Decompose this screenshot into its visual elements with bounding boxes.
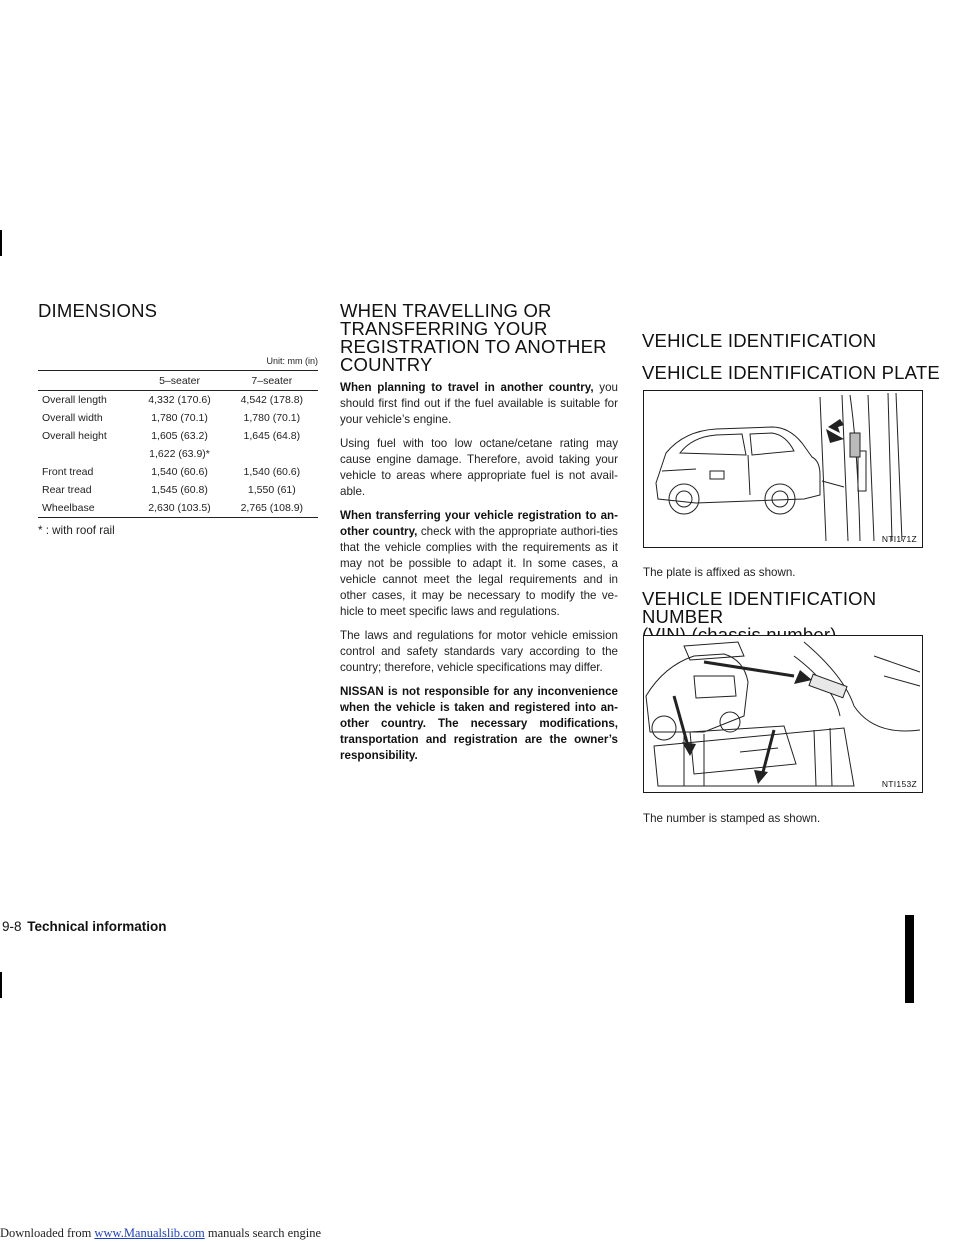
table-cell: Front tread [42,466,94,478]
table-cell: 4,332 (170.6) [148,394,211,406]
travel-paragraph: The laws and regulations for motor vehicle emission control and safety standards vary according to the country; therefore, vehicle specifications may differ. [340,629,618,674]
table-cell: 2,630 (103.5) [148,502,211,514]
table-cell: 1,645 (64.8) [243,430,301,442]
engine-bay-illustration [644,636,922,792]
table-footnote: * : with roof rail [38,524,115,537]
download-footer [0,1226,321,1241]
table-row [38,427,318,445]
thumb-tab [905,915,914,1003]
table-rule-top [38,370,318,371]
page-number: 9-8 [2,919,22,934]
unit-label: Unit: mm (in) [266,356,318,366]
page-footer [2,919,167,934]
table-cell [226,445,318,463]
table-row [38,499,318,518]
crop-mark [0,230,2,256]
manualslib-link[interactable]: www.Manualslib.com [94,1226,205,1240]
travel-paragraph: Using fuel with too low octane/cetane rating may cause engine damage. Therefore, avoid taking your vehicle to areas where appropriate fuel is not avail-able. [340,437,618,498]
table-cell: Overall length [42,394,107,406]
table-cell: 2,765 (108.9) [240,502,304,514]
dimensions-table [38,372,318,518]
travel-p3-text: check with the appropriate authori-ties that the vehicle complies with the requirements as it may not be possible to adapt it. In some cases, a vehicle cannot meet the legal requirements and in other cases, it may be necessary to modify the ve-hicle to meet specific laws and regulations. [340,525,618,618]
vehicle-id-title: VEHICLE IDENTIFICATION [642,330,877,351]
travel-title-line: COUNTRY [340,354,433,375]
dimensions-section [38,302,318,537]
travel-section [340,302,618,772]
table-cell: 1,780 (70.1) [243,412,301,424]
table-row [38,409,318,427]
suv-illustration [644,391,922,547]
section-name: Technical information [27,919,167,934]
table-cell: 1,540 (60.6) [151,466,208,478]
travel-title-line: TRANSFERRING YOUR [340,318,548,339]
download-prefix: Downloaded from [0,1226,95,1240]
table-row [38,463,318,481]
travel-paragraph [340,380,618,428]
plate-figure [643,390,923,548]
dimensions-table-wrap [38,320,318,390]
travel-title [340,302,618,374]
plate-caption: The plate is affixed as shown. [643,566,796,579]
travel-title-line: REGISTRATION TO ANOTHER [340,336,607,357]
table-cell [38,445,133,463]
table-cell: Overall height [42,430,107,442]
vin-caption: The number is stamped as shown. [643,812,821,825]
table-cell: 1,622 (63.9)* [149,448,210,460]
figure-label: NTI171Z [881,534,917,544]
plate-title: VEHICLE IDENTIFICATION PLATE [642,362,940,383]
travel-p5-bold: NISSAN is not responsible for any inconvenience when the vehicle is taken and registered into an-other country. The necessary modifications, transportation and registration are the owner’s responsibility. [340,685,618,762]
table-cell: 1,545 (60.8) [151,484,208,496]
table-cell: Wheelbase [42,502,95,514]
download-suffix: manuals search engine [204,1226,321,1240]
dimensions-title: DIMENSIONS [38,300,158,321]
table-header-cell: 7–seater [251,375,293,387]
figure-label: NTI153Z [881,779,917,789]
table-cell: Rear tread [42,484,92,496]
vin-figure [643,635,923,793]
table-cell: 1,540 (60.6) [243,466,301,478]
vin-title-line: VEHICLE IDENTIFICATION NUMBER [642,588,877,627]
table-header-cell: 5–seater [159,375,200,387]
travel-paragraph [340,508,618,620]
table-cell: 1,780 (70.1) [151,412,208,424]
travel-p1-text: you should first find out if the fuel available is suitable for your vehicle’s engine. [340,381,618,426]
travel-title-line: WHEN TRAVELLING OR [340,300,552,321]
crop-mark [0,972,2,998]
table-cell: 1,550 (61) [247,484,296,496]
table-cell: Overall width [42,412,103,424]
travel-p3-bold: When transferring your vehicle registration to an-other country, [340,509,618,538]
table-cell: 4,542 (178.8) [240,394,304,406]
table-row [38,481,318,499]
travel-paragraph [340,684,618,764]
table-row [38,445,318,463]
travel-p1-bold: When planning to travel in another country, [340,381,594,394]
table-row [38,391,318,410]
table-cell: 1,605 (63.2) [151,430,208,442]
